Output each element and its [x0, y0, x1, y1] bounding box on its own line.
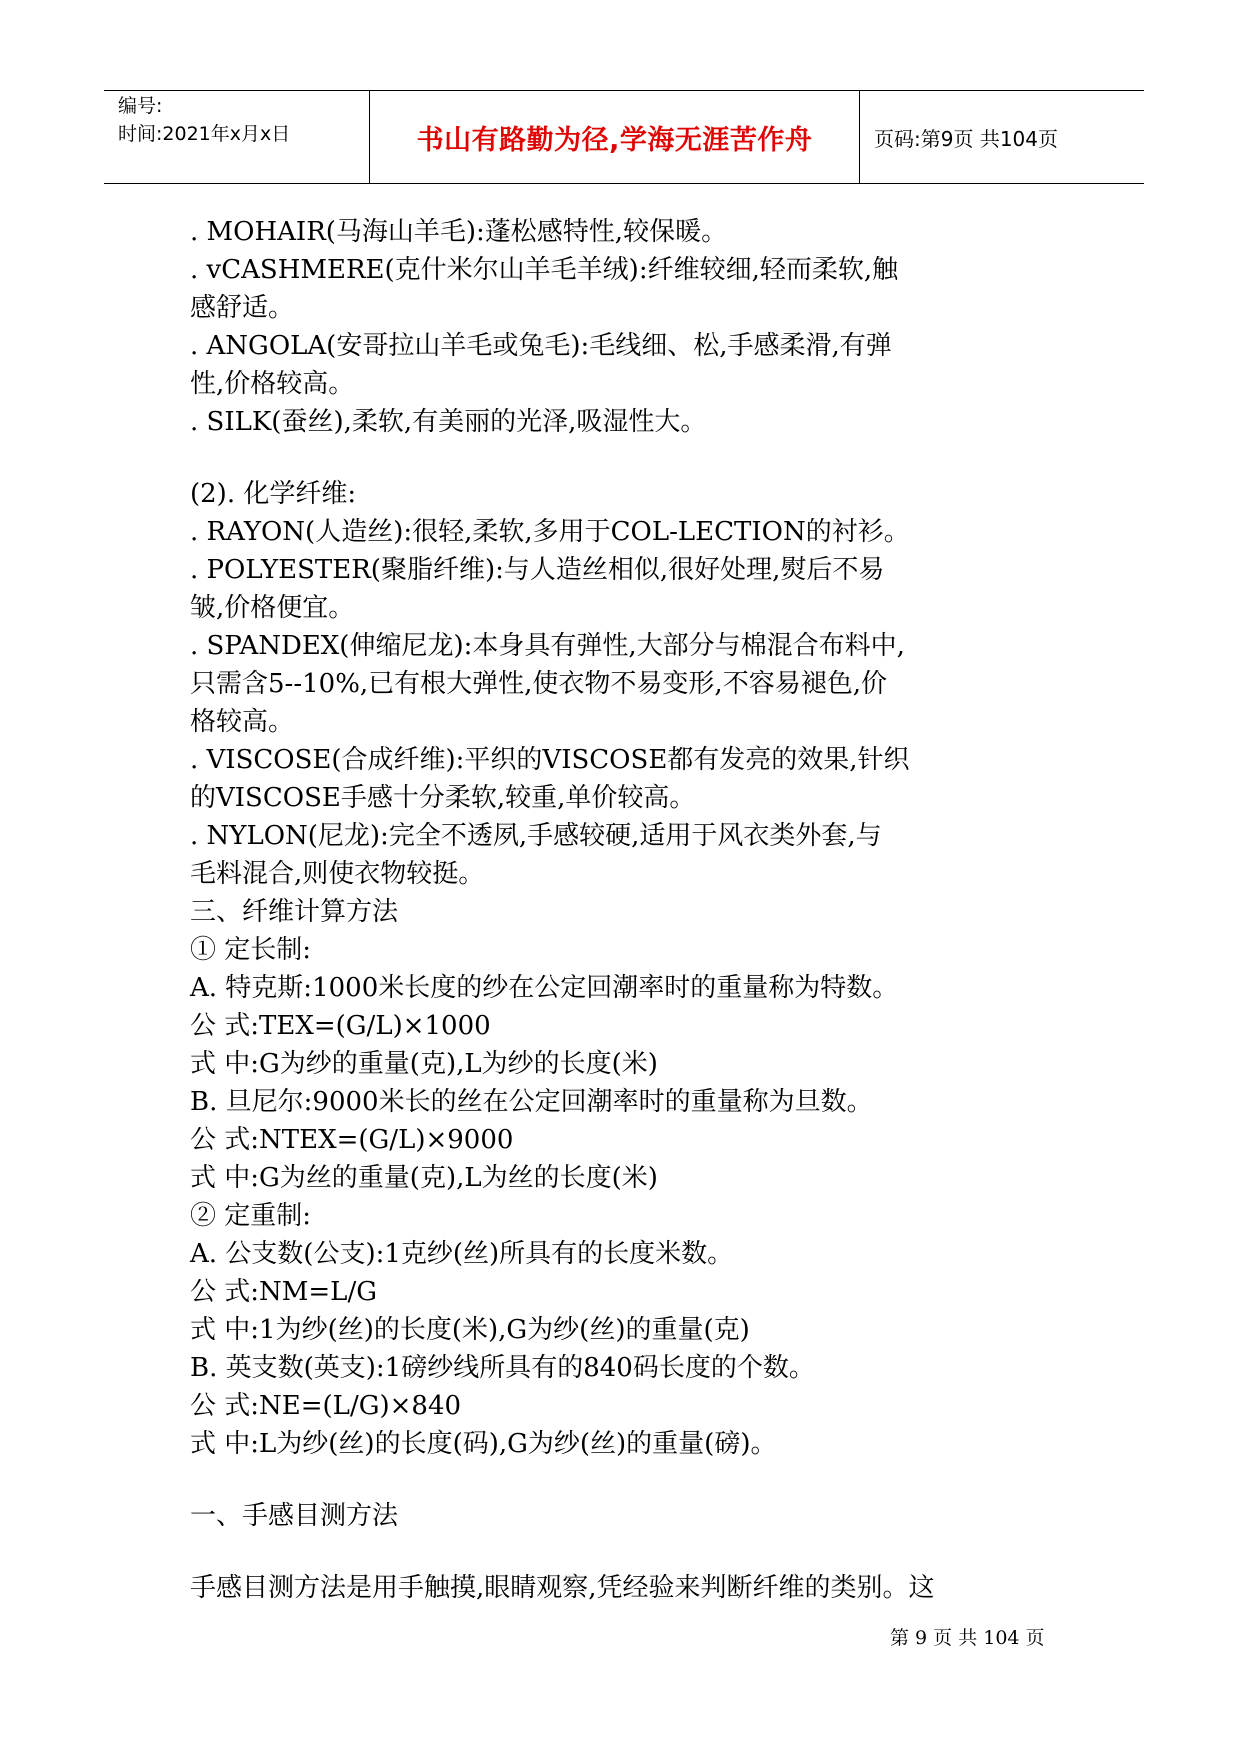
text-line: 感舒适。: [190, 293, 295, 323]
text-line: ② 定重制:: [190, 1201, 312, 1231]
text-line: 公 式:NTEX=(G/L)×9000: [190, 1125, 514, 1155]
page-header: [104, 90, 1144, 184]
text-line: 的VISCOSE手感十分柔软,较重,单价较高。: [190, 783, 696, 813]
text-line: 式 中:L为纱(丝)的长度(码),G为纱(丝)的重量(磅)。: [190, 1429, 777, 1459]
text-line: 公 式:NM=L/G: [190, 1277, 377, 1307]
text-line: 皱,价格便宜。: [190, 593, 355, 623]
text-line: 式 中:G为丝的重量(克),L为丝的长度(米): [190, 1163, 658, 1193]
text-line: . ANGOLA(安哥拉山羊毛或兔毛):毛线细、松,手感柔滑,有弹: [190, 331, 892, 361]
text-line: 式 中:G为纱的重量(克),L为纱的长度(米): [190, 1049, 658, 1079]
text-line: 手感目测方法是用手触摸,眼睛观察,凭经验来判断纤维的类别。这: [190, 1573, 935, 1603]
text-line: ① 定长制:: [190, 935, 312, 965]
text-line: 式 中:1为纱(丝)的长度(米),G为纱(丝)的重量(克): [190, 1315, 750, 1345]
blank-line: [190, 1535, 1070, 1569]
text-line: 公 式:TEX=(G/L)×1000: [190, 1011, 491, 1041]
text-line: 三、纤维计算方法: [190, 897, 399, 927]
number-label: 编号:: [118, 95, 163, 117]
header-motto: 书山有路勤为径,学海无涯苦作舟: [416, 124, 813, 156]
text-line: 一、手感目测方法: [190, 1501, 399, 1531]
text-line: (2). 化学纤维:: [190, 479, 357, 509]
text-line: 只需含5--10%,已有根大弹性,使衣物不易变形,不容易褪色,价: [190, 669, 887, 699]
text-line: . NYLON(尼龙):完全不透夙,手感较硬,适用于风衣类外套,与: [190, 821, 882, 851]
text-line: . RAYON(人造丝):很轻,柔软,多用于COL-LECTION的衬衫。: [190, 517, 910, 547]
text-line: B. 英支数(英支):1磅纱线所具有的840码长度的个数。: [190, 1353, 815, 1383]
text-line: A. 特克斯:1000米长度的纱在公定回潮率时的重量称为特数。: [190, 973, 899, 1003]
text-line: A. 公支数(公支):1克纱(丝)所具有的长度米数。: [190, 1239, 734, 1269]
text-line: 公 式:NE=(L/G)×840: [190, 1391, 462, 1421]
text-line: . MOHAIR(马海山羊毛):蓬松感特性,较保暖。: [190, 217, 728, 247]
text-line: . SPANDEX(伸缩尼龙):本身具有弹性,大部分与棉混合布料中,: [190, 631, 905, 661]
blank-line: [190, 441, 1070, 475]
text-line: . SILK(蚕丝),柔软,有美丽的光泽,吸湿性大。: [190, 407, 707, 437]
text-line: . VISCOSE(合成纤维):平织的VISCOSE都有发亮的效果,针织: [190, 745, 910, 775]
text-line: 格较高。: [190, 707, 295, 737]
header-meta: [118, 91, 366, 183]
header-page-code: 页码:第9页 共104页: [874, 126, 1058, 151]
text-line: . POLYESTER(聚脂纤维):与人造丝相似,很好处理,熨后不易: [190, 555, 885, 585]
header-divider-right: [859, 91, 860, 183]
text-line: 毛料混合,则使衣物较挺。: [190, 859, 485, 889]
text-line: . vCASHMERE(克什米尔山羊毛羊绒):纤维较细,轻而柔软,触: [190, 255, 899, 285]
time-label: 时间:2021年x月x日: [118, 123, 291, 145]
text-line: 性,价格较高。: [190, 369, 355, 399]
blank-line: [190, 1463, 1070, 1497]
text-line: B. 旦尼尔:9000米长的丝在公定回潮率时的重量称为旦数。: [190, 1087, 873, 1117]
document-body: [190, 213, 1070, 1607]
page-footer: 第 9 页 共 104 页: [890, 1627, 1045, 1649]
